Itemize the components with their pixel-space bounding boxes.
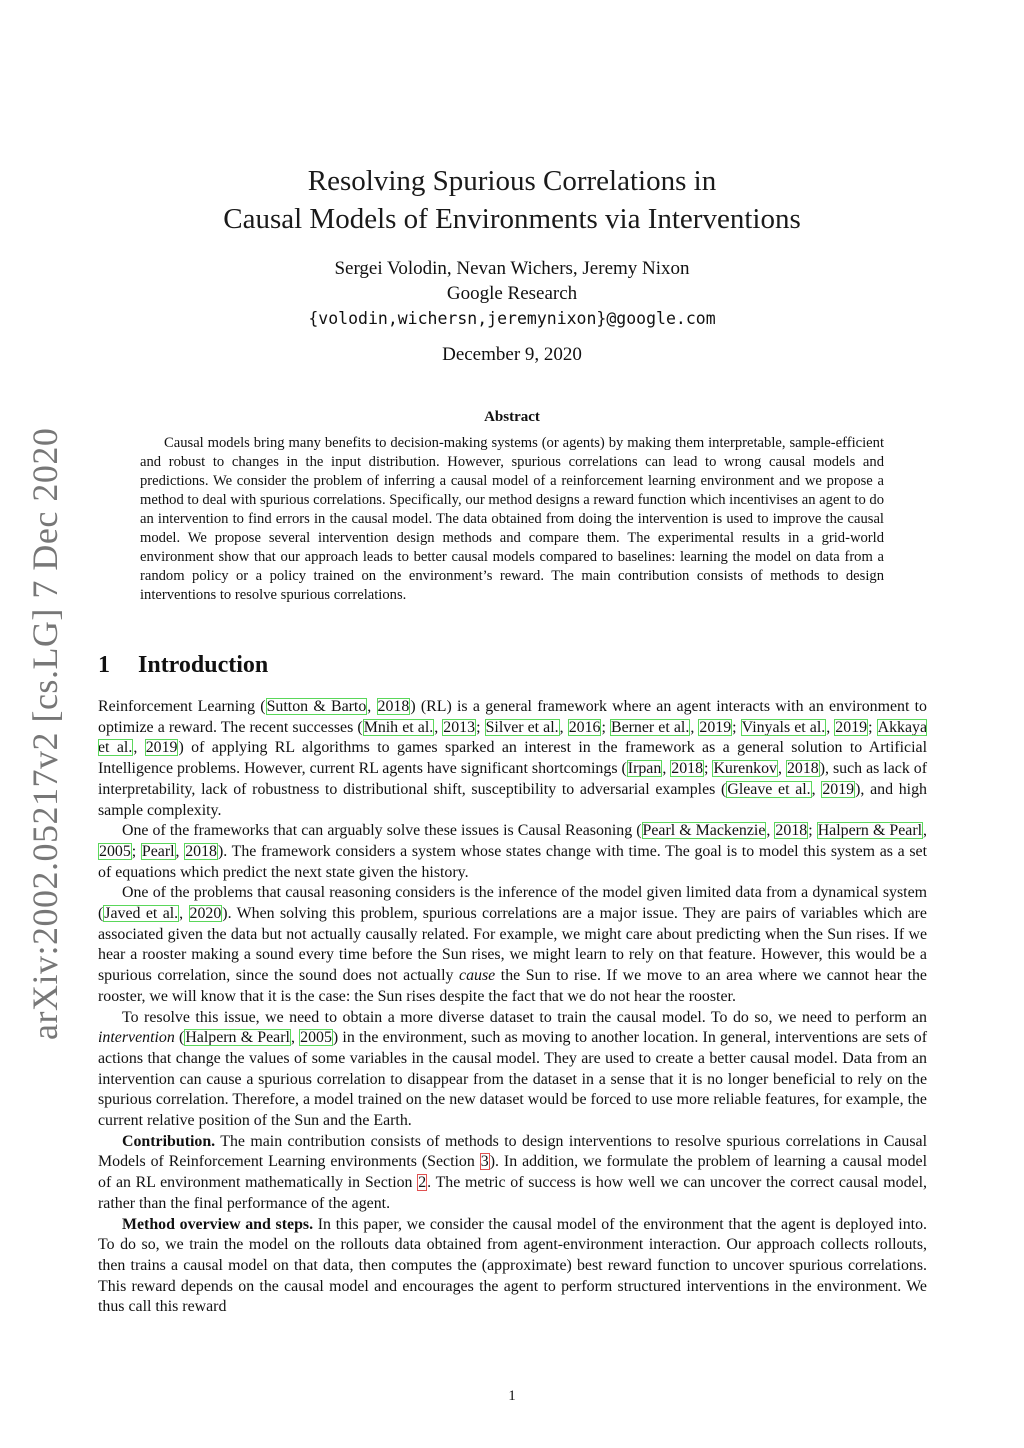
emphasis: cause xyxy=(459,967,496,985)
citation-link[interactable]: 2019 xyxy=(699,718,732,736)
section-title: Introduction xyxy=(138,652,269,678)
citation-link[interactable]: 2018 xyxy=(185,842,217,860)
paragraph-2: One of the frameworks that can arguably solve these issues is Causal Reasoning (Pearl & Mackenzie, 2018; Halpern & Pearl, 2005; Pearl, 2018). The framework considers a system whose states change with time. The goal is to model this system as a set of equations which predict the next state given the history. xyxy=(98,822,928,881)
citation-link[interactable]: Mnih et al. xyxy=(363,718,434,736)
paragraph-4: To resolve this issue, we need to obtain a more diverse dataset to train the causal model. To do so, we need to perform an intervention (Halpern & Pearl, 2005) in the environment, such as moving to another location. In general, interventions are sets of actions that change the values of some variables in the causal model. They are used to create a better causal model. Data from an intervention can cause a spurious correlation to disappear from the dataset in a sense that it is no longer beneficial to rely on the spurious correlation. Therefore, a model trained on the new dataset would be forced to use more reliable features, for example, the current relative position of the Sun and the Earth. xyxy=(98,1008,928,1130)
citation-link[interactable]: Halpern & Pearl xyxy=(817,822,923,840)
abstract-text: Causal models bring many benefits to decision-making systems (or agents) by making them interpretable, sample-efficient and robust to changes in the input distribution. However, spurious correlations can lead to wrong causal models and predictions. We consider the problem of inferring a causal model of a reinforcement learning environment and we propose a method to deal with spurious correlations. Specifically, our method designs a reward function which incentivises an agent to do an intervention to find errors in the causal model. The data obtained from doing the intervention is used to improve the causal model. We propose several intervention design methods and compare them. The experimental results in a grid-world environment show that our approach leads to better causal models compared to baselines: learning the model on data from a random policy or a policy trained on the environment’s reward. The main contribution consists of methods to design interventions to resolve spurious correlations. xyxy=(140,435,884,603)
citation-link[interactable]: Vinyals et al. xyxy=(741,718,826,736)
title-line-2: Causal Models of Environments via Interventions xyxy=(223,203,801,235)
paper-title xyxy=(120,162,904,238)
page-number: 1 xyxy=(508,1388,516,1404)
citation-link[interactable]: Javed et al. xyxy=(104,905,179,923)
introduction-body xyxy=(98,697,927,1318)
paragraph-contribution: Contribution. The main contribution consists of methods to design interventions to resolve spurious correlations in Causal Models of Reinforcement Learning environments (Section 3). In addition, we formulate the problem of learning a causal model of an RL environment mathematically in Section 2. The metric of success is how well we can uncover the correct causal model, rather than the final performance of the agent. xyxy=(98,1132,927,1212)
citation-link[interactable]: 2018 xyxy=(786,760,819,778)
paper-date: December 9, 2020 xyxy=(442,344,582,365)
citation-link[interactable]: 2018 xyxy=(671,760,704,778)
citation-link[interactable]: 2013 xyxy=(443,718,476,736)
citation-link[interactable]: Berner et al. xyxy=(610,718,690,736)
citation-link[interactable]: Halpern & Pearl xyxy=(185,1029,290,1047)
affiliation: Google Research xyxy=(446,283,578,304)
citation-link[interactable]: 2016 xyxy=(568,718,601,736)
citation-link[interactable]: 2018 xyxy=(377,698,410,715)
author-block xyxy=(120,256,904,331)
citation-link[interactable]: Pearl xyxy=(141,842,175,860)
paragraph-label: Method overview and steps. xyxy=(122,1215,314,1233)
citation-link[interactable]: Gleave et al. xyxy=(727,780,811,798)
section-ref-link[interactable]: 3 xyxy=(480,1153,489,1171)
citation-link[interactable]: 2018 xyxy=(775,822,808,840)
citation-link[interactable]: 2020 xyxy=(189,905,222,923)
abstract-heading: Abstract xyxy=(484,409,540,425)
paragraph-method-overview: Method overview and steps. In this paper, we consider the causal model of the environment that the agent is deployed into. To do so, we train the model on the rollouts data obtained from agent-environment interaction. Our approach collects rollouts, then trains a causal model on that data, then computes the (approximate) best reward function to uncover spurious correlations. This reward depends on the causal model and encourages the agent to perform structured interventions in the environment. We thus call this reward xyxy=(98,1215,927,1316)
paragraph-1: Reinforcement Learning (Sutton & Barto, 2018) (RL) is a general framework where an agent interacts with an environment to optimize a reward. The recent successes (Mnih et al., 2013; Silver et al., 2016; Berner et al., 2019; Vinyals et al., 2019; Akkaya et al., 2019) of applying RL algorithms to games sparked an interest in the framework as a general solution to Artificial Intelligence problems. However, current RL agents have significant shortcomings (Irpan, 2018; Kurenkov, 2018), such as lack of interpretability, lack of robustness to distributional shift, susceptibility to adversarial examples (Gleave et al., 2019), and high sample complexity. xyxy=(98,698,928,819)
citation-link[interactable]: 2005 xyxy=(99,842,131,860)
citation-link[interactable]: 2019 xyxy=(145,739,178,757)
paragraph-3: One of the problems that causal reasoning considers is the inference of the model given limited data from a dynamical system (Javed et al., 2020). When solving this problem, spurious correlations are a major issue. They are pairs of variables which are associated given the data but not actually causally related. For example, we might care about predicting when the Sun rises. If we hear a rooster making a sound every time before the Sun rises, we might learn to rely on that feature. However, this would be a spurious correlation, since the sound does not actually cause the Sun to rise. If we move to an area where we cannot hear the rooster, we will know that it is the case: the Sun rises despite the fact that we do not hear the rooster. xyxy=(98,884,927,1005)
title-line-1: Resolving Spurious Correlations in xyxy=(307,165,717,197)
citation-link[interactable]: Sutton & Barto xyxy=(266,698,367,715)
section-number: 1 xyxy=(98,652,110,678)
citation-link[interactable]: Akkaya et al. xyxy=(98,718,928,757)
citation-link[interactable]: 2019 xyxy=(835,718,868,736)
arxiv-identifier: arXiv:2002.05217v2 [cs.LG] 7 Dec 2020 xyxy=(25,427,65,1040)
section-ref-link[interactable]: 2 xyxy=(418,1174,427,1192)
citation-link[interactable]: Irpan xyxy=(627,760,662,778)
citation-link[interactable]: 2005 xyxy=(300,1029,332,1047)
paragraph-label: Contribution. xyxy=(122,1132,216,1150)
citation-link[interactable]: Kurenkov xyxy=(713,760,778,778)
citation-link[interactable]: 2019 xyxy=(822,780,855,798)
author-names: Sergei Volodin, Nevan Wichers, Jeremy Nixon xyxy=(334,258,690,279)
section-heading-introduction xyxy=(98,652,928,679)
citation-link[interactable]: Silver et al. xyxy=(485,718,559,736)
emphasis: intervention xyxy=(98,1029,175,1047)
citation-link[interactable]: Pearl & Mackenzie xyxy=(642,822,766,840)
author-emails: {volodin,wichersn,jeremynixon}@google.com xyxy=(308,309,716,328)
